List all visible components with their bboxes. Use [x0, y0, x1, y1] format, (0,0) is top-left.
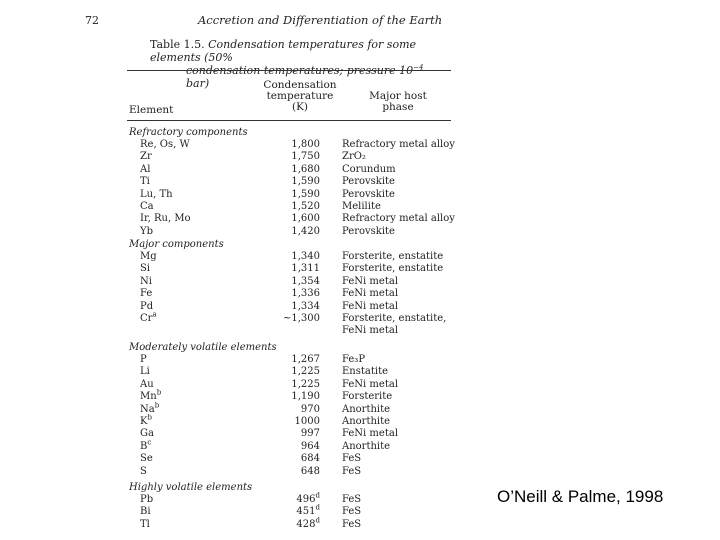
section-heading: Major components: [129, 239, 224, 250]
host-phase-cell: FeNi metal: [342, 300, 399, 312]
host-phase-cell: Anorthite: [342, 440, 391, 452]
temperature-value: 1,354: [291, 275, 320, 287]
host-phase-cell: Forsterite: [342, 391, 393, 403]
temperature-cell: [270, 201, 320, 213]
host-phase-cell: FeS: [342, 453, 362, 465]
header-temp-line3: (K): [291, 101, 309, 113]
table-row: [0, 516, 720, 531]
element-cell: [140, 164, 150, 176]
table-row: [0, 288, 720, 300]
table-row: [0, 310, 720, 325]
element-symbol: K: [140, 416, 148, 427]
temperature-cell: [270, 164, 320, 176]
temperature-value: 1000: [294, 416, 320, 427]
element-symbol: Ga: [140, 428, 154, 440]
caption-exponent: −4: [413, 63, 424, 72]
host-phase-cell: Forsterite, enstatite,: [342, 313, 447, 324]
section-heading: Refractory components: [129, 127, 248, 138]
element-symbol: B: [140, 440, 148, 452]
element-cell: [140, 354, 147, 366]
table-row: [0, 226, 720, 238]
element-footnote-mark: b: [154, 401, 160, 410]
temperature-value: 684: [300, 453, 320, 465]
table-row: [0, 401, 720, 416]
table-row: [0, 189, 720, 201]
element-cell: [140, 453, 153, 465]
temperature-value: 1,336: [291, 288, 320, 300]
temperature-value: 1,520: [291, 201, 320, 212]
element-symbol: Yb: [140, 225, 154, 237]
table-row: [0, 506, 720, 518]
temperature-cell: [270, 263, 320, 275]
element-symbol: Pd: [140, 300, 154, 312]
temperature-cell: [270, 176, 320, 188]
table-row: [0, 151, 720, 163]
element-symbol: Na: [140, 403, 155, 415]
temperature-cell: [270, 404, 320, 416]
element-symbol: Mn: [140, 391, 157, 403]
element-symbol: Ir, Ru, Mo: [140, 213, 191, 225]
temperature-value: 1,600: [291, 213, 320, 225]
temperature-cell: [270, 226, 320, 238]
table-row: [0, 354, 720, 366]
temperature-value: 1,680: [291, 163, 320, 175]
temperature-value: 428: [296, 518, 316, 530]
header-temp-line2: temperature: [266, 90, 334, 102]
temperature-value: 1,311: [291, 263, 320, 275]
element-cell: [140, 413, 152, 428]
temperature-cell: [270, 139, 320, 151]
host-phase-cell: FeS: [342, 518, 362, 530]
element-cell: [140, 263, 150, 275]
element-symbol: Ti: [140, 176, 150, 188]
table-row: [0, 176, 720, 188]
table-row: [0, 388, 720, 403]
temperature-value: 1,267: [291, 354, 320, 365]
host-phase-cell: FeNi metal: [342, 275, 399, 287]
temperature-value: 1,800: [291, 139, 320, 150]
caption-text-line1: Condensation temperatures for some elements (50%: [150, 38, 417, 64]
element-symbol: Cr: [140, 313, 153, 324]
citation-credit: O’Neill & Palme, 1998: [497, 487, 664, 506]
header-temperature: [262, 80, 338, 113]
element-symbol: S: [140, 465, 147, 477]
table-row: [0, 466, 720, 478]
element-symbol: Bi: [140, 506, 151, 518]
element-cell: [140, 151, 152, 163]
element-footnote-mark: b: [156, 388, 162, 397]
host-phase-cell: Forsterite, enstatite: [342, 251, 444, 262]
element-symbol: Au: [140, 378, 154, 390]
temperature-value: 1,190: [291, 391, 320, 403]
table-row: [0, 164, 720, 176]
table-row: [0, 139, 720, 151]
temperature-footnote-mark: d: [315, 504, 320, 513]
element-cell: [140, 201, 154, 213]
element-cell: [140, 438, 152, 453]
header-phase: [358, 91, 438, 113]
temperature-value: 1,225: [291, 366, 320, 378]
temperature-cell: [270, 151, 320, 163]
host-phase-cell: Anorthite: [342, 403, 391, 415]
element-cell: [140, 379, 154, 391]
element-cell: [140, 226, 153, 238]
element-symbol: Mg: [140, 251, 157, 262]
temperature-cell: [270, 441, 320, 453]
host-phase-cell: FeNi metal: [342, 325, 399, 337]
temperature-cell: [270, 288, 320, 300]
element-cell: [140, 519, 150, 531]
running-head: Accretion and Differentiation of the Earth: [198, 13, 443, 27]
section-heading: Moderately volatile elements: [129, 342, 277, 353]
temperature-cell: [270, 506, 320, 518]
host-phase-cell: ZrO₂: [342, 151, 366, 163]
host-phase-cell: FeNi metal: [342, 428, 399, 440]
temperature-value: 496: [296, 494, 316, 505]
element-cell: [140, 176, 150, 188]
element-cell: [140, 466, 147, 478]
element-cell: [140, 139, 190, 151]
temperature-value: 648: [300, 465, 320, 477]
host-phase-cell: Perovskite: [342, 188, 395, 200]
element-symbol: P: [140, 354, 147, 365]
element-symbol: Zr: [140, 151, 152, 163]
temperature-cell: [270, 391, 320, 403]
element-symbol: Lu, Th: [140, 188, 173, 200]
element-symbol: Re, Os, W: [140, 139, 190, 150]
temperature-cell: [270, 491, 320, 506]
temperature-cell: [270, 213, 320, 225]
table-row: [0, 366, 720, 378]
temperature-value: 970: [300, 403, 320, 415]
temperature-value: 1,334: [291, 300, 320, 312]
element-cell: [140, 189, 173, 201]
host-phase-cell: Fe₃P: [342, 354, 366, 365]
host-phase-cell: Refractory metal alloy: [342, 139, 455, 150]
table-row: [0, 251, 720, 263]
host-phase-cell: FeS: [342, 506, 362, 518]
element-cell: [140, 251, 157, 263]
temperature-cell: [270, 466, 320, 478]
host-phase-cell: FeS: [342, 494, 362, 505]
element-cell: [140, 310, 157, 325]
element-footnote-mark: a: [152, 310, 157, 319]
host-phase-cell: Melilite: [342, 201, 381, 212]
host-phase-cell: Enstatite: [342, 366, 389, 378]
temperature-value: 997: [300, 428, 320, 440]
table-row: [0, 379, 720, 391]
element-symbol: Ca: [140, 201, 154, 212]
header-temp-line1: Condensation: [263, 79, 337, 91]
temperature-cell: [270, 276, 320, 288]
section-heading: Highly volatile elements: [129, 482, 253, 493]
caption-text-tail: bar): [186, 77, 210, 90]
temperature-value: 1,590: [291, 176, 320, 188]
header-phase-line2: phase: [382, 101, 414, 113]
element-footnote-mark: b: [147, 413, 152, 422]
table-top-rule: [127, 70, 451, 71]
element-symbol: Al: [140, 163, 151, 175]
element-symbol: Tl: [140, 518, 150, 530]
element-symbol: Pb: [140, 494, 154, 505]
temperature-cell: [270, 366, 320, 378]
host-phase-cell: Anorthite: [342, 416, 391, 427]
host-phase-cell: FeNi metal: [342, 288, 399, 300]
host-phase-cell: FeNi metal: [342, 378, 399, 390]
host-phase-cell: Perovskite: [342, 176, 395, 188]
temperature-value: 1,420: [291, 225, 320, 237]
temperature-value: 1,340: [291, 251, 320, 262]
temperature-value: 1,590: [291, 188, 320, 200]
element-cell: [140, 213, 191, 225]
page-number: 72: [85, 14, 99, 27]
temperature-footnote-mark: d: [315, 516, 320, 525]
element-symbol: Ni: [140, 275, 152, 287]
temperature-cell: [270, 453, 320, 465]
temperature-value: 451: [296, 506, 316, 518]
table-row: [0, 438, 720, 453]
temperature-value: 964: [300, 440, 320, 452]
table-row: [0, 453, 720, 465]
element-cell: [140, 506, 151, 518]
temperature-cell: [270, 516, 320, 531]
element-cell: [140, 366, 150, 378]
header-element: Element: [129, 104, 174, 116]
header-phase-line1: Major host: [369, 90, 427, 102]
table-row: [0, 213, 720, 225]
element-symbol: Fe: [140, 288, 153, 300]
table-row: [0, 413, 720, 428]
table-row: [0, 325, 720, 337]
temperature-cell: [270, 379, 320, 391]
table-header-rule: [127, 120, 451, 121]
temperature-footnote-mark: d: [315, 491, 320, 500]
table-row: [0, 263, 720, 275]
host-phase-cell: Corundum: [342, 163, 396, 175]
temperature-cell: [270, 416, 320, 428]
temperature-cell: [270, 354, 320, 366]
host-phase-cell: Perovskite: [342, 225, 395, 237]
table-row: [0, 428, 720, 440]
temperature-cell: [270, 301, 320, 313]
temperature-value: ~1,300: [282, 313, 320, 324]
temperature-cell: [270, 313, 320, 325]
temperature-cell: [270, 428, 320, 440]
host-phase-cell: FeS: [342, 465, 362, 477]
temperature-value: 1,750: [291, 151, 320, 163]
temperature-cell: [270, 189, 320, 201]
host-phase-cell: Refractory metal alloy: [342, 213, 455, 225]
element-symbol: Si: [140, 263, 151, 275]
table-row: [0, 301, 720, 313]
host-phase-cell: Forsterite, enstatite: [342, 263, 444, 275]
temperature-value: 1,225: [291, 378, 320, 390]
caption-label: Table 1.5.: [150, 38, 205, 51]
table-row: [0, 201, 720, 213]
element-cell: [140, 494, 153, 506]
temperature-cell: [270, 251, 320, 263]
element-symbol: Li: [140, 366, 150, 378]
element-symbol: Se: [140, 453, 153, 465]
caption-text-line2-main: condensation temperatures; pressure 10: [186, 64, 414, 77]
element-cell: [140, 276, 152, 288]
element-cell: [140, 288, 152, 300]
element-footnote-mark: c: [147, 438, 152, 447]
table-row: [0, 276, 720, 288]
